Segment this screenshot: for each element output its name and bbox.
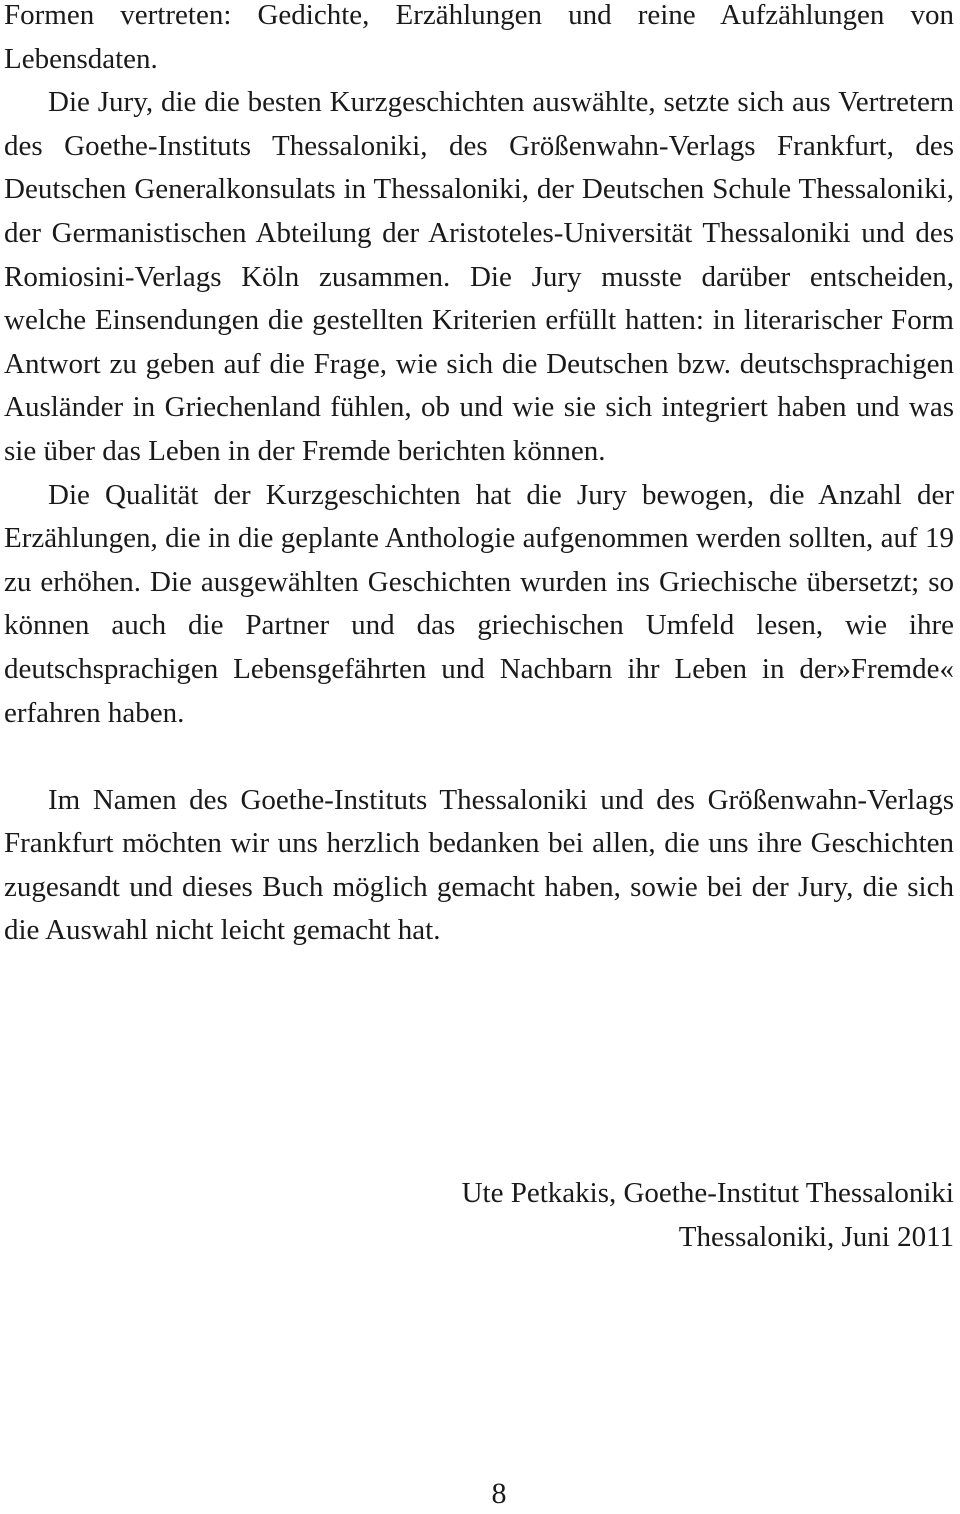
paragraph-quality: Die Qualität der Kurzgeschichten hat die Jury bewogen, die Anzahl der Erzählungen, die in die geplante Anthologie aufgenommen werden sollten, auf 19 zu erhöhen. Die ausgewählten Geschichten wurden ins Griechische übersetzt; so können auch die Partner und das griechischen Umfeld lesen, wie ihre deutschsprachigen Lebensgefährten und Nachbarn ihr Leben in der»Fremde« erfahren haben. [4, 478, 954, 729]
paragraph-continued: Formen vertreten: Gedichte, Erzählungen und reine Aufzählungen von Lebensdaten. [4, 0, 954, 75]
paragraph-jury: Die Jury, die die besten Kurzgeschichten auswählte, setzte sich aus Vertretern des Goethe-Instituts Thessaloniki, des Größenwahn-Verlags Frankfurt, des Deutschen Generalkonsulats in Thessaloniki, der Deutschen Schule Thessaloniki, der Germanistischen Abteilung der Aristoteles-Universität Thessaloniki und des Romiosini-Verlags Köln zusammen. Die Jury musste darüber entscheiden, welche Einsendungen die gestellten Kriterien erfüllt hatten: in literarischer Form Antwort zu geben auf die Frage, wie sich die Deutschen bzw. deutschsprachigen Ausländer in Griechenland fühlen, ob und wie sie sich integriert haben und was sie über das Leben in der Fremde berichten können. [4, 86, 954, 467]
signature-block [462, 1172, 954, 1259]
paragraph-thanks: Im Namen des Goethe-Instituts Thessaloniki und des Größenwahn-Verlags Frankfurt möchten wir uns herzlich bedanken bei allen, die uns ihre Geschichten zugesandt und dieses Buch möglich gemacht haben, sowie bei der Jury, die sich die Auswahl nicht leicht gemacht hat. [4, 783, 954, 947]
signature-place-date: Thessaloniki, Juni 2011 [678, 1220, 954, 1253]
text-body [4, 0, 954, 953]
paragraph-gap [4, 735, 954, 779]
signature-name: Ute Petkakis, Goethe-Institut Thessaloniki [461, 1177, 954, 1209]
page-number: 8 [491, 1477, 507, 1510]
